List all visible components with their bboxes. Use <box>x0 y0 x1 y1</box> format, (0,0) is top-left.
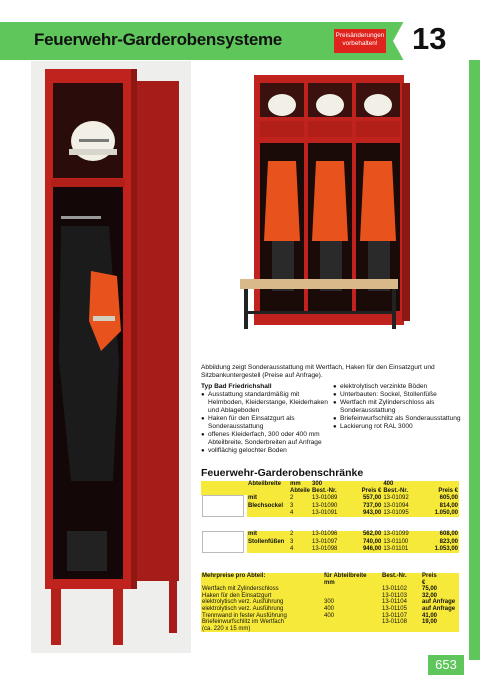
cell-price: 75,00 <box>422 586 438 593</box>
cell-desc: (ca. 220 x 15 mm) <box>202 625 251 632</box>
cell-best-nr: 13-01090 <box>311 503 351 510</box>
group-label: Blechsockel <box>247 503 289 510</box>
cell-price: 823,00 <box>422 539 459 546</box>
cell-price: 32,00 <box>422 592 438 599</box>
cell-price: 1.050,00 <box>422 510 459 517</box>
cell-width: 400 <box>324 605 335 612</box>
cell-best-nr: 13-01104 <box>382 599 407 606</box>
cell-price: 562,00 <box>351 531 383 538</box>
section-title: Feuerwehr-Garderobenschränke <box>201 467 364 479</box>
cell-price: 946,00 <box>351 546 383 553</box>
price-notice-line1: Preisänderungen <box>335 32 385 39</box>
cell-price: auf Anfrage <box>422 605 456 612</box>
feature-item: ● Lackierung rot RAL 3000 <box>333 423 465 431</box>
group-label: Stollenfüßen <box>247 539 289 546</box>
cell-abteile: 3 <box>289 539 311 546</box>
cell-abteile: 3 <box>289 503 311 510</box>
header-best-nr: Best.-Nr. <box>382 573 407 579</box>
cell-desc: elektrolytisch verz. Ausführung <box>202 605 284 612</box>
cell-width <box>323 619 381 626</box>
feature-item: ● Unterbauten: Sockel, Stollenfüße <box>333 391 465 399</box>
cell-desc: Briefeinwurfschlitz im Wertfach <box>202 619 284 626</box>
cell-best-nr: 13-01102 <box>382 586 407 593</box>
table-header-row <box>201 488 459 495</box>
feature-item: ● elektrolytisch verzinkte Böden <box>333 383 465 391</box>
cell-best-nr: 13-01105 <box>382 605 407 612</box>
feature-item: ● offenes Kleiderfach, 300 oder 400 mm Abteilbreite, Sonderbreiten auf Anfrage <box>201 431 331 447</box>
header-best-nr: Best.-Nr. <box>383 488 409 495</box>
chapter-number: 13 <box>412 21 447 56</box>
group-label: mit <box>247 531 289 538</box>
cell-abteile: 2 <box>289 495 311 502</box>
triple-locker-photo <box>202 61 464 357</box>
header-300: 300 <box>312 481 323 487</box>
single-locker-illustration <box>31 61 191 653</box>
cell-best-nr: 13-01092 <box>382 495 422 502</box>
cell-best-nr: 13-01103 <box>382 592 407 599</box>
table-row <box>201 599 459 606</box>
header-best-nr: Best.-Nr. <box>312 488 337 495</box>
table-row <box>201 619 459 626</box>
cell-best-nr: 13-01107 <box>382 612 407 619</box>
feature-item: ● vollflächig gelochter Boden <box>201 447 331 455</box>
group-label: mit <box>247 495 289 502</box>
cell-best-nr: 13-01096 <box>311 531 351 538</box>
cell-price: 943,00 <box>351 510 383 517</box>
cell-best-nr: 13-01097 <box>311 539 351 546</box>
cell-width: 300 <box>324 599 335 606</box>
header-preis: Preis € <box>361 488 382 495</box>
stollenfuesse-thumbnail <box>202 531 244 553</box>
cell-best-nr: 13-01100 <box>382 539 422 546</box>
table-row <box>201 613 459 620</box>
table-row <box>201 626 459 633</box>
feature-item: ● Ausstattung standardmäßig mit Helmboden, Kleiderstange, Kleiderhaken und Ablageboden <box>201 391 331 415</box>
table-row <box>201 606 459 613</box>
header-mm: mm <box>290 481 301 487</box>
cell-price: 41,00 <box>422 612 438 619</box>
table-row <box>201 531 459 538</box>
triple-locker-illustration <box>202 61 464 357</box>
header-preis: Preis € <box>438 488 458 495</box>
cell-best-nr: 13-01108 <box>382 619 407 626</box>
table-row <box>201 593 459 600</box>
table-header-row <box>201 580 459 587</box>
header-fuer-abteilbreite: für Abteilbreite <box>324 573 367 579</box>
cell-desc: elektrolytisch verz. Ausführung <box>202 599 284 606</box>
cell-price: 605,00 <box>422 495 459 502</box>
header-abteile: Abteile <box>290 488 311 495</box>
cell-price: 1.053,00 <box>422 546 459 553</box>
single-locker-photo <box>31 61 191 653</box>
header-preis: Preis <box>422 573 437 579</box>
feature-item: ● Wertfach mit Zylinderschloss als Sonderausstattung <box>333 399 465 415</box>
cell-width: 400 <box>324 612 335 619</box>
cell-desc: Trennwand in fester Ausführung <box>202 612 287 619</box>
price-notice-line2: vorbehalten! <box>342 40 378 47</box>
header-mehrpreise: Mehrpreise pro Abteil: <box>202 573 266 579</box>
cell-best-nr: 13-01089 <box>311 495 351 502</box>
cell-price: auf Anfrage <box>422 599 456 606</box>
price-table-lockers <box>201 481 459 553</box>
cell-desc: Wertfach mit Zylinderschloss <box>202 586 279 593</box>
table-row <box>201 586 459 593</box>
cell-best-nr: 13-01101 <box>382 546 422 553</box>
header-abteilbreite: Abteilbreite <box>248 481 282 487</box>
cell-price: 814,00 <box>422 503 459 510</box>
table-row <box>201 495 459 502</box>
page-number: 653 <box>435 657 457 672</box>
cell-best-nr: 13-01091 <box>311 510 351 517</box>
page-title: Feuerwehr-Garderobensysteme <box>34 30 282 49</box>
feature-item: ● Briefeinwurfschlitz als Sonderausstattung <box>333 415 465 423</box>
blechsockel-thumbnail <box>202 495 244 517</box>
header-400: 400 <box>383 481 394 487</box>
cell-desc: Haken für den Einsatzgurt <box>202 592 272 599</box>
header-mm: mm <box>324 579 335 586</box>
cell-price: 557,00 <box>351 495 383 502</box>
cell-best-nr: 13-01099 <box>382 531 422 538</box>
price-notice-badge <box>334 29 386 53</box>
cell-width <box>323 586 381 593</box>
feature-list-left <box>201 383 331 455</box>
cell-abteile: 4 <box>289 510 311 517</box>
cell-best-nr: 13-01094 <box>382 503 422 510</box>
cell-best-nr: 13-01098 <box>311 546 351 553</box>
surcharge-table <box>201 573 459 632</box>
header-eur: € <box>422 579 426 586</box>
cell-abteile: 2 <box>289 531 311 538</box>
cell-width <box>323 593 381 600</box>
table-header-row <box>201 481 459 488</box>
cell-price: 608,00 <box>422 531 459 538</box>
type-label: Typ Bad Friedrichshall <box>201 383 272 390</box>
feature-list-right <box>333 383 465 431</box>
photo-caption: Abbildung zeigt Sonderausstattung mit Wertfach, Haken für den Einsatzgurt und Sitzbankuntergestell (Preise auf Anfrage). <box>201 364 435 379</box>
table-header-row <box>201 573 459 580</box>
feature-item: ● Haken für den Einsatzgurt als Sonderausstattung <box>201 415 331 431</box>
cell-best-nr: 13-01095 <box>382 510 422 517</box>
cell-price: 19,00 <box>422 619 438 626</box>
side-stripe <box>469 60 480 660</box>
cell-price: 737,00 <box>351 503 383 510</box>
cell-price: 740,00 <box>351 539 383 546</box>
cell-abteile: 4 <box>289 546 311 553</box>
